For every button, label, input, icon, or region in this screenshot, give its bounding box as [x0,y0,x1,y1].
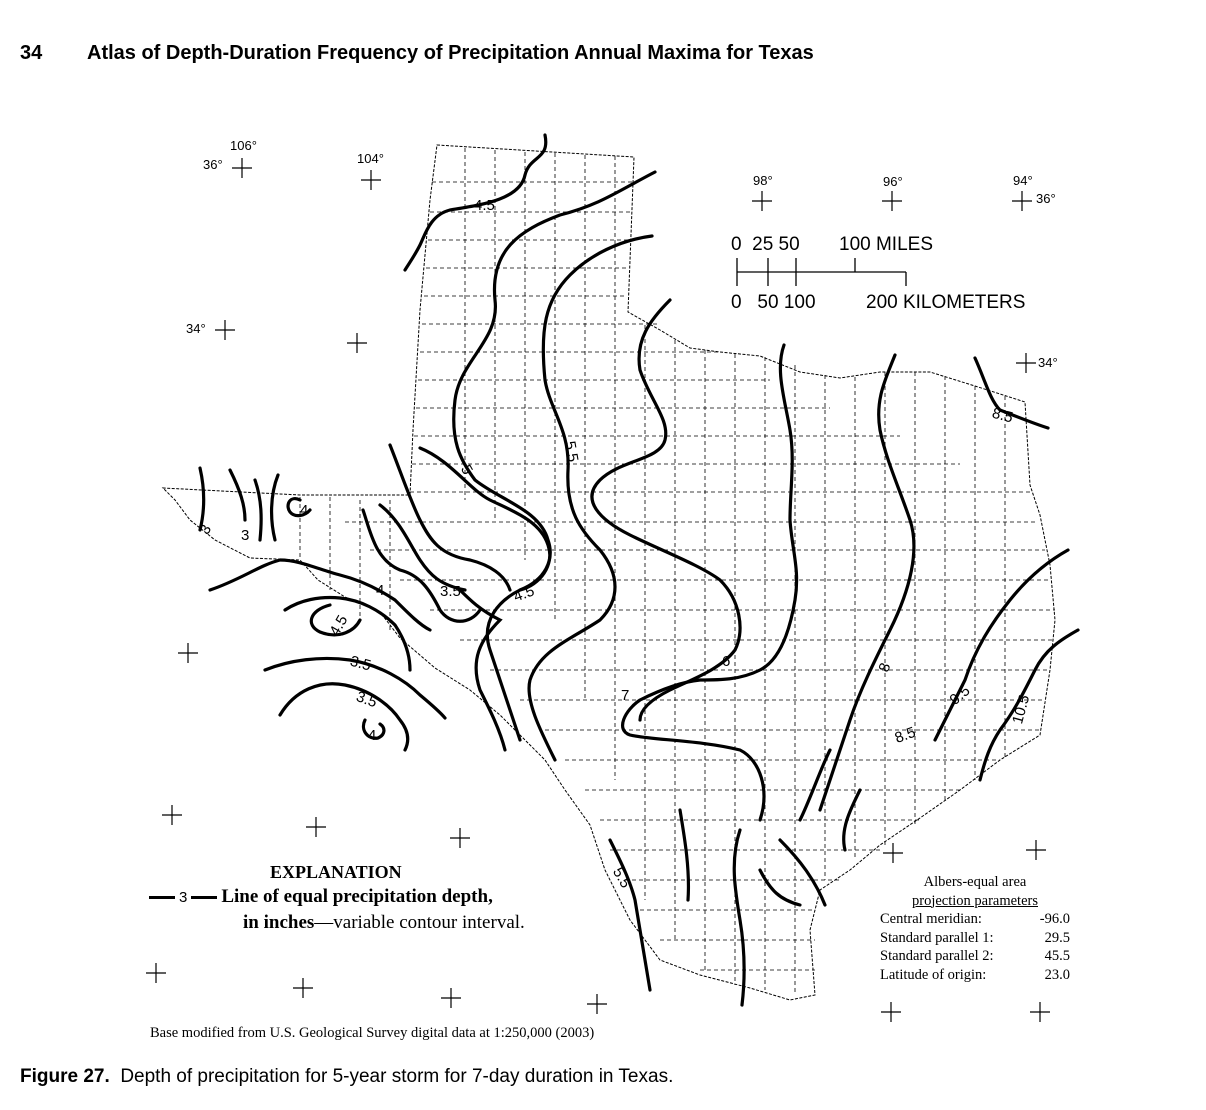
figure-caption [20,1066,673,1088]
contour-label: 10.5 [1009,693,1034,726]
figure-label: Figure 27. [20,1066,110,1087]
figure-caption-text: Depth of precipitation for 5-year storm for 7-day duration in Texas. [120,1066,674,1087]
contour-label: 3 [241,527,250,544]
contour-label: 4.5 [511,582,537,606]
contour-label: 4 [368,727,377,744]
lon-label-104: 104° [357,151,384,166]
legend-contour-line-right [191,896,217,899]
projection-title: Albers-equal area [923,874,1027,890]
page-header-title: Atlas of Depth-Duration Frequency of Precipitation Annual Maxima for Texas [87,42,814,64]
lon-label-94: 94° [1013,173,1033,188]
scale-km-label: 200 KILOMETERS [866,292,1026,313]
lon-label-106: 106° [230,138,257,153]
scale-bar [731,234,1025,313]
scale-miles-label: 100 MILES [839,234,933,255]
source-note: Base modified from U.S. Geological Survey digital data at 1:250,000 (2003) [150,1025,595,1041]
explanation-line-2 [243,912,525,934]
lat-label-34-west: 34° [186,321,206,336]
projection-subtitle: projection parameters [911,892,1038,909]
contour-label: 4 [300,502,309,519]
county-boundaries [300,148,1055,995]
contour-label: 6 [722,653,731,670]
lon-label-96: 96° [883,174,903,189]
scale-miles-ticks: 0 25 50 [731,234,800,255]
contour-label: 5 [457,462,476,478]
projection-param-row: Standard parallel 2: 45.5 [880,948,1070,964]
projection-param-row: Central meridian: -96.0 [880,911,1070,927]
contour-label: 3 [196,521,216,538]
page-number: 34 [20,42,43,64]
contour-label: 8.5 [892,723,918,747]
contour-label: 3.5 [348,652,373,675]
projection-param-row: Latitude of origin: 23.0 [880,966,1070,983]
explanation-interval-note: —variable contour interval. [314,912,525,933]
explanation-units: in inches [243,912,315,933]
explanation-title: EXPLANATION [270,862,402,882]
contour-label: 8.5 [990,404,1015,427]
explanation-text-1: Line of equal precipitation depth, [221,886,493,907]
contour-label: 9.5 [946,682,974,709]
legend-contour-line-left [149,896,175,899]
contour-label: 4.5 [474,197,495,214]
contour-label: 4 [376,582,385,599]
legend-sample-value: 3 [179,889,188,906]
lat-label-36-east: 36° [1036,191,1056,206]
lon-label-98: 98° [753,173,773,188]
contour-label: 7 [621,687,630,704]
projection-parameters [880,873,1070,984]
lat-label-34-east: 34° [1038,355,1058,370]
scale-km-ticks: 0 50 100 [731,292,816,313]
contour-label: 4.5 [326,612,352,639]
projection-param-row: Standard parallel 1: 29.5 [880,929,1070,946]
contour-label: 3.5 [440,583,461,600]
explanation-line-1 [145,886,493,908]
contour-label: 8 [875,660,895,675]
contour-label: 3.5 [353,688,380,712]
contour-label: 5.5 [609,864,635,892]
lat-label-36-west: 36° [203,157,223,172]
contour-label: 5.5 [561,439,582,464]
